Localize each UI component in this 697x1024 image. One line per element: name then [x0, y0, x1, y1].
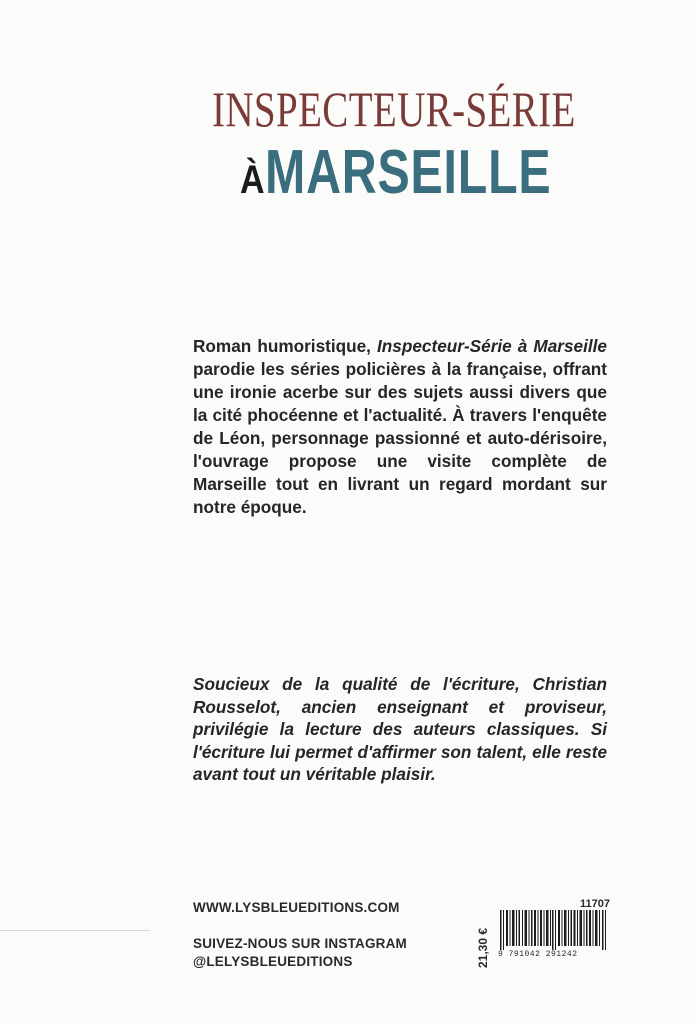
- synopsis-part2: parodie les séries policières à la française, offrant une ironie acerbe sur des sujets aussi divers que la cité phocéenne et l'actualité. À travers l'enquête de Léon, personnage passionné et auto-dérisoire, l'ouvrage propose une visite complète de Marseille tout en livrant un regard mordant sur notre époque.: [193, 359, 607, 517]
- barcode-code: 11707: [580, 898, 610, 910]
- barcode: [498, 898, 610, 964]
- title-prefix: À: [240, 158, 265, 202]
- synopsis-part1: Roman humoristique,: [193, 336, 378, 356]
- website-link[interactable]: WWW.LYSBLEUEDITIONS.COM: [193, 900, 400, 915]
- synopsis-paragraph: [193, 335, 607, 519]
- title-city: MARSEILLE: [264, 138, 552, 207]
- barcode-icon: [498, 910, 610, 950]
- price-label: 21,30 €: [476, 927, 490, 968]
- synopsis-book-title: Inspecteur-Série à Marseille: [377, 336, 607, 356]
- barcode-digits: 9 791042 291242: [498, 950, 578, 959]
- title-line1: INSPECTEUR-SÉRIE: [212, 81, 576, 137]
- social-block: [193, 935, 407, 971]
- title-block: [212, 81, 612, 207]
- instagram-handle[interactable]: @LELYSBLEUEDITIONS: [193, 954, 353, 969]
- author-bio: Soucieux de la qualité de l'écriture, Christian Rousselot, ancien enseignant et proviseur, privilégie la lecture des auteurs classiques. Si l'écriture lui permet d'affirmer son talent, elle reste avant tout un véritable plaisir.: [193, 674, 607, 784]
- title-line2: [240, 138, 632, 207]
- edge-line: [0, 930, 150, 931]
- social-follow-text: SUIVEZ-NOUS SUR INSTAGRAM: [193, 936, 408, 951]
